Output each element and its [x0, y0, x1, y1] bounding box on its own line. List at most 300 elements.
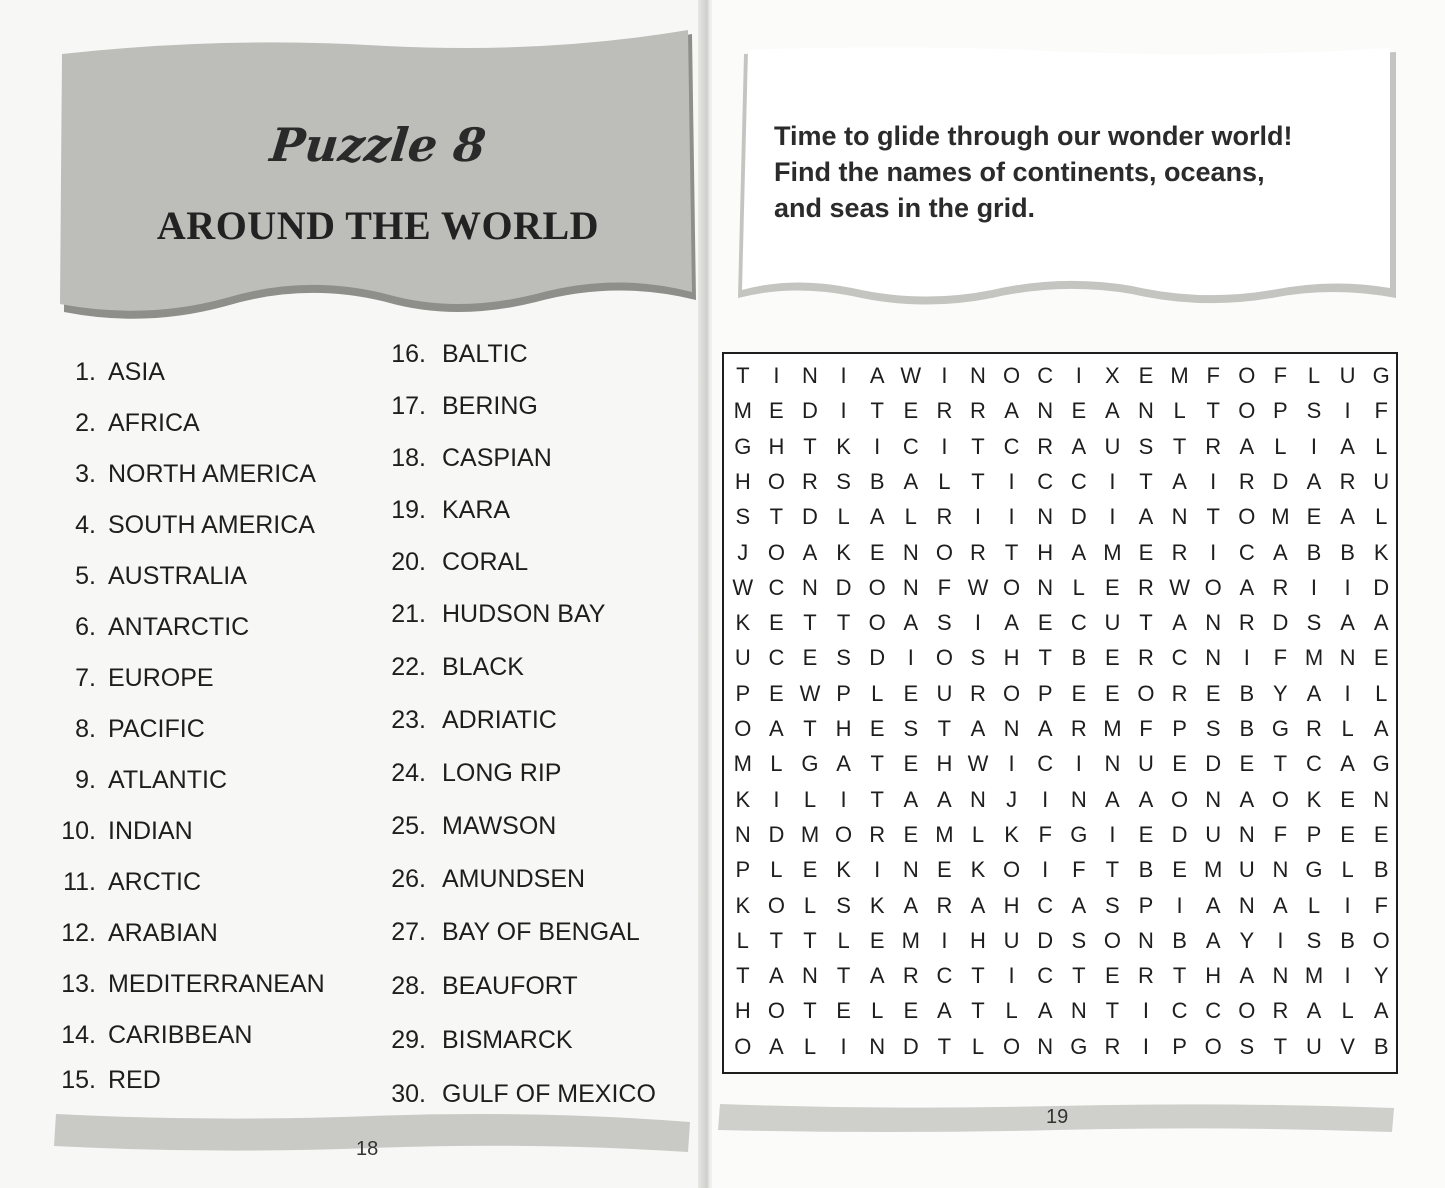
grid-letter: S — [1105, 892, 1120, 918]
word-number: 7. — [75, 664, 96, 692]
grid-letter: T — [937, 716, 952, 741]
grid-letter: T — [1172, 963, 1187, 989]
grid-letter: I — [1008, 504, 1015, 530]
grid-letter: A — [1172, 610, 1187, 636]
grid-letter: T — [1172, 433, 1187, 459]
grid-letter: H — [734, 998, 751, 1024]
word-label: ANTARCTIC — [108, 613, 250, 641]
grid-letter: K — [735, 892, 751, 918]
grid-letter: O — [1372, 927, 1390, 953]
grid-letter: C — [1070, 610, 1087, 636]
grid-row — [724, 676, 1400, 712]
grid-letter: R — [936, 398, 953, 424]
grid-letter: S — [735, 504, 751, 530]
word-number: 26. — [391, 865, 426, 893]
puzzle-title: AROUND THE WORLD — [156, 203, 600, 248]
list-item — [54, 358, 165, 387]
grid-letter: O — [1204, 574, 1222, 600]
grid-letter: C — [1037, 751, 1054, 777]
grid-letter: E — [1138, 821, 1154, 847]
grid-letter: O — [1271, 786, 1289, 812]
grid-letter: P — [1273, 398, 1288, 424]
grid-letter: E — [1172, 857, 1187, 883]
word-number: 5. — [75, 562, 96, 590]
grid-letter: T — [1038, 645, 1052, 671]
grid-letter: N — [1238, 892, 1255, 918]
word-label: AFRICA — [108, 409, 200, 437]
grid-letter: H — [1003, 645, 1020, 671]
grid-letter: F — [1072, 857, 1086, 883]
grid-letter: O — [767, 998, 785, 1024]
grid-letter: A — [1373, 610, 1389, 636]
grid-letter: N — [1339, 645, 1356, 671]
grid-letter: O — [1137, 680, 1155, 706]
grid-letter: O — [1003, 857, 1021, 883]
grid-letter: T — [769, 927, 784, 953]
grid-letter: R — [1037, 433, 1054, 459]
grid-letter: T — [769, 504, 784, 530]
word-label: KARA — [442, 496, 511, 524]
grid-letter: M — [1271, 504, 1290, 530]
word-label: AUSTRALIA — [108, 562, 247, 590]
grid-letter: L — [1173, 398, 1186, 424]
grid-letter: E — [1037, 610, 1053, 636]
grid-row — [724, 358, 1400, 394]
grid-letter: L — [1375, 433, 1388, 459]
grid-letter: I — [1075, 751, 1082, 777]
intro-banner — [732, 46, 1400, 311]
grid-letter: L — [770, 751, 783, 777]
grid-letter: M — [1304, 963, 1324, 989]
list-item — [384, 918, 640, 947]
grid-letter: A — [1071, 539, 1087, 565]
grid-letter: S — [1239, 1033, 1255, 1059]
grid-letter: E — [903, 398, 919, 424]
grid-letter: H — [835, 716, 852, 741]
grid-letter: R — [1238, 468, 1255, 494]
grid-letter: A — [1037, 716, 1053, 741]
grid-letter: I — [874, 857, 881, 883]
word-label: SOUTH AMERICA — [108, 511, 315, 539]
grid-letter: I — [1176, 892, 1183, 918]
grid-letter: U — [1373, 468, 1390, 494]
grid-letter: G — [1070, 1033, 1088, 1059]
grid-letter: E — [1105, 680, 1120, 706]
grid-letter: L — [1307, 892, 1321, 918]
grid-letter: E — [1373, 645, 1389, 671]
word-label: ARABIAN — [108, 919, 218, 947]
grid-letter: S — [1071, 927, 1087, 953]
word-label: GULF OF MEXICO — [442, 1080, 656, 1108]
grid-letter: L — [1341, 857, 1354, 883]
grid-letter: N — [902, 574, 919, 600]
grid-letter: J — [737, 539, 749, 565]
grid-letter: I — [1344, 398, 1351, 424]
word-number: 24. — [391, 759, 426, 787]
grid-letter: G — [734, 433, 752, 459]
grid-letter: I — [1142, 1033, 1150, 1059]
list-item — [54, 1066, 161, 1095]
grid-letter: B — [1138, 857, 1154, 883]
grid-letter: N — [902, 539, 919, 565]
grid-letter: C — [768, 645, 785, 671]
grid-letter: N — [1138, 927, 1154, 953]
word-label: PACIFIC — [108, 715, 205, 743]
grid-letter: B — [1373, 857, 1389, 883]
grid-letter: N — [1373, 786, 1390, 812]
grid-row — [724, 852, 1400, 888]
grid-letter: T — [1273, 751, 1288, 777]
word-number: 8. — [75, 715, 96, 743]
grid-letter: M — [733, 398, 752, 424]
grid-letter: M — [800, 821, 820, 847]
grid-letter: N — [1205, 645, 1222, 671]
grid-letter: M — [1204, 857, 1223, 883]
grid-letter: A — [1340, 751, 1355, 777]
grid-letter: E — [1105, 645, 1120, 671]
grid-letter: G — [1305, 857, 1323, 883]
grid-letter: O — [1003, 574, 1021, 600]
grid-letter: O — [767, 539, 785, 565]
grid-letter: I — [1042, 857, 1049, 883]
grid-letter: I — [907, 645, 914, 671]
list-item — [384, 340, 528, 369]
grid-letter: M — [901, 927, 920, 953]
grid-letter: I — [840, 1033, 847, 1059]
grid-letter: D — [902, 1033, 919, 1059]
grid-letter: R — [1306, 716, 1322, 741]
grid-letter: I — [1310, 433, 1318, 459]
grid-letter: C — [768, 574, 785, 600]
grid-letter: K — [735, 610, 751, 636]
grid-letter: N — [1238, 821, 1255, 847]
grid-letter: H — [734, 468, 751, 494]
grid-letter: N — [1070, 786, 1087, 812]
word-number: 11. — [63, 868, 96, 896]
grid-letter: L — [1307, 363, 1321, 388]
grid-letter: H — [1205, 963, 1222, 989]
word-number: 18. — [391, 444, 426, 472]
word-number: 30. — [391, 1080, 426, 1108]
grid-letter: T — [803, 716, 817, 741]
grid-letter: D — [802, 504, 818, 530]
grid-letter: N — [1272, 963, 1289, 989]
grid-letter: B — [1239, 680, 1255, 706]
grid-letter: U — [1138, 751, 1154, 777]
grid-letter: M — [1170, 363, 1189, 388]
grid-letter: R — [1272, 574, 1289, 600]
title-banner-shape — [56, 30, 700, 325]
grid-letter: L — [1375, 504, 1388, 530]
grid-letter: W — [967, 574, 989, 600]
grid-letter: E — [1138, 539, 1154, 565]
grid-letter: A — [1306, 998, 1322, 1024]
grid-letter: O — [1238, 998, 1256, 1024]
grid-letter: G — [1372, 751, 1390, 777]
grid-letter: A — [1037, 998, 1053, 1024]
grid-row — [724, 817, 1400, 853]
word-number: 27. — [391, 918, 426, 946]
grid-letter: E — [869, 716, 885, 741]
grid-letter: I — [941, 927, 948, 953]
grid-letter: U — [734, 645, 751, 671]
grid-letter: D — [768, 821, 785, 847]
grid-letter: F — [1139, 716, 1153, 741]
grid-letter: F — [937, 574, 952, 600]
grid-letter: I — [1109, 821, 1116, 847]
grid-letter: N — [802, 963, 818, 989]
grid-letter: K — [735, 786, 751, 812]
grid-letter: K — [970, 857, 986, 883]
grid-letter: A — [1373, 716, 1389, 741]
grid-letter: E — [1105, 963, 1120, 989]
list-item — [384, 1080, 656, 1109]
word-number: 2. — [75, 409, 96, 437]
grid-letter: I — [1344, 574, 1351, 600]
grid-letter: A — [1071, 433, 1087, 459]
grid-letter: O — [1003, 363, 1021, 388]
grid-letter: I — [1344, 892, 1351, 918]
grid-letter: A — [1138, 786, 1154, 812]
grid-letter: I — [1344, 680, 1351, 706]
list-item — [54, 868, 201, 897]
grid-letter: D — [1171, 821, 1188, 847]
grid-letter: A — [836, 751, 851, 777]
grid-letter: A — [970, 892, 986, 918]
grid-letter: E — [1071, 680, 1087, 706]
grid-letter: I — [773, 786, 780, 812]
grid-letter: H — [936, 751, 953, 777]
grid-letter: P — [1306, 821, 1322, 847]
grid-letter: W — [900, 363, 922, 388]
grid-letter: L — [1341, 716, 1354, 741]
list-item — [54, 613, 249, 642]
grid-letter: H — [970, 927, 986, 953]
word-label: CORAL — [442, 548, 529, 576]
word-number: 4. — [75, 511, 96, 539]
grid-letter: O — [1238, 504, 1256, 530]
grid-letter: D — [869, 645, 886, 671]
word-number: 9. — [75, 766, 96, 794]
grid-letter: A — [1273, 892, 1288, 918]
grid-letter: T — [836, 963, 851, 989]
grid-letter: P — [735, 680, 751, 706]
grid-letter: P — [836, 680, 851, 706]
grid-letter: K — [1306, 786, 1322, 812]
grid-letter: O — [767, 468, 785, 494]
list-item — [54, 817, 193, 846]
grid-letter: A — [1205, 927, 1221, 953]
grid-letter: E — [903, 998, 919, 1024]
grid-letter: A — [1205, 892, 1221, 918]
grid-letter: M — [935, 821, 954, 847]
grid-letter: S — [836, 468, 851, 494]
grid-letter: A — [1239, 574, 1255, 600]
grid-row — [724, 464, 1400, 500]
grid-letter: R — [902, 963, 919, 989]
grid-letter: C — [1037, 363, 1054, 388]
grid-letter: T — [803, 998, 817, 1024]
grid-letter: E — [1373, 821, 1389, 847]
grid-row — [724, 393, 1400, 429]
grid-letter: E — [1239, 751, 1255, 777]
grid-letter: E — [869, 927, 885, 953]
grid-letter: P — [1138, 892, 1154, 918]
word-label: BEAUFORT — [442, 972, 578, 1000]
grid-letter: N — [1205, 786, 1222, 812]
grid-letter: A — [769, 963, 784, 989]
grid-letter: L — [837, 504, 850, 530]
grid-letter: O — [1238, 363, 1256, 388]
grid-letter: A — [1239, 433, 1255, 459]
left-page-number: 18 — [356, 1138, 379, 1160]
word-number: 12. — [61, 919, 96, 947]
grid-row — [724, 570, 1400, 606]
grid-row — [724, 640, 1400, 676]
grid-letter: F — [1273, 363, 1288, 388]
grid-letter: R — [936, 892, 953, 918]
grid-letter: P — [1172, 1033, 1187, 1059]
grid-letter: O — [734, 716, 752, 741]
grid-letter: U — [936, 680, 953, 706]
grid-letter: N — [1037, 574, 1054, 600]
grid-letter: O — [1171, 786, 1189, 812]
grid-letter: C — [1238, 539, 1255, 565]
grid-letter: K — [869, 892, 885, 918]
grid-letter: T — [870, 786, 884, 812]
grid-letter: E — [769, 680, 784, 706]
word-label: INDIAN — [108, 817, 193, 845]
grid-letter: U — [1205, 821, 1222, 847]
grid-letter: I — [1310, 574, 1318, 600]
grid-letter: A — [1004, 398, 1019, 424]
grid-letter: M — [1103, 716, 1122, 741]
word-number: 21. — [391, 600, 426, 628]
grid-letter: G — [801, 751, 819, 777]
grid-letter: W — [799, 680, 821, 706]
grid-letter: L — [803, 786, 817, 812]
grid-letter: E — [836, 998, 851, 1024]
grid-letter: O — [935, 539, 953, 565]
grid-letter: Y — [1373, 963, 1389, 989]
grid-letter: U — [1306, 1033, 1322, 1059]
grid-letter: B — [1306, 539, 1322, 565]
word-label: RED — [108, 1066, 161, 1094]
grid-letter: O — [1238, 398, 1256, 424]
grid-letter: R — [970, 680, 986, 706]
grid-letter: E — [1340, 821, 1355, 847]
grid-letter: L — [1341, 998, 1354, 1024]
grid-letter: E — [903, 821, 919, 847]
grid-letter: M — [1304, 645, 1324, 671]
word-number: 10. — [61, 817, 96, 845]
word-number: 20. — [391, 548, 426, 576]
grid-letter: E — [1105, 574, 1120, 600]
grid-letter: T — [937, 1033, 952, 1059]
grid-letter: L — [837, 927, 850, 953]
grid-letter: Y — [1239, 927, 1255, 953]
grid-letter: A — [1105, 786, 1120, 812]
grid-letter: A — [802, 539, 818, 565]
grid-letter: U — [1003, 927, 1020, 953]
grid-letter: R — [1205, 433, 1222, 459]
grid-letter: O — [835, 821, 853, 847]
grid-letter: S — [1306, 927, 1322, 953]
puzzle-number: Puzzle 8 — [267, 118, 489, 172]
word-label: BALTIC — [442, 340, 528, 368]
grid-letter: C — [1003, 433, 1020, 459]
grid-letter: T — [1004, 539, 1019, 565]
grid-letter: L — [938, 468, 951, 494]
grid-letter: N — [1037, 504, 1054, 530]
grid-letter: B — [1172, 927, 1187, 953]
grid-letter: B — [1340, 539, 1355, 565]
grid-letter: F — [1374, 892, 1388, 918]
grid-letter: I — [1243, 645, 1250, 671]
grid-letter: R — [1138, 963, 1154, 989]
grid-letter: V — [1340, 1033, 1355, 1059]
list-item — [384, 865, 585, 894]
grid-letter: K — [836, 539, 851, 565]
grid-letter: I — [773, 363, 780, 388]
grid-letter: I — [974, 610, 982, 636]
grid-letter: T — [971, 468, 985, 494]
grid-letter: I — [941, 433, 948, 459]
grid-letter: N — [1037, 1033, 1054, 1059]
grid-letter: N — [902, 857, 919, 883]
grid-letter: L — [971, 1033, 985, 1059]
grid-letter: E — [1172, 751, 1187, 777]
grid-row — [724, 923, 1400, 959]
grid-letter: N — [802, 574, 818, 600]
grid-letter: R — [970, 398, 986, 424]
grid-letter: A — [1340, 433, 1355, 459]
grid-letter: E — [769, 398, 784, 424]
list-item — [54, 511, 315, 540]
grid-letter: D — [802, 398, 818, 424]
grid-letter: L — [1005, 998, 1018, 1024]
grid-letter: L — [904, 504, 917, 530]
grid-row — [724, 711, 1400, 747]
grid-letter: T — [836, 610, 851, 636]
grid-letter: O — [1003, 680, 1021, 706]
grid-letter: A — [1373, 998, 1389, 1024]
grid-letter: W — [967, 751, 989, 777]
intro-line: and seas in the grid. — [774, 193, 1036, 223]
grid-letter: T — [1105, 857, 1120, 883]
grid-letter: I — [1210, 539, 1217, 565]
grid-letter: N — [1205, 610, 1222, 636]
grid-letter: R — [1272, 998, 1289, 1024]
grid-letter: A — [769, 716, 784, 741]
word-label: CASPIAN — [442, 444, 552, 472]
grid-letter: I — [941, 363, 948, 388]
grid-letter: E — [1306, 504, 1322, 530]
grid-letter: I — [1142, 998, 1150, 1024]
word-number: 28. — [391, 972, 426, 1000]
grid-letter: C — [1171, 998, 1188, 1024]
word-label: ADRIATIC — [442, 706, 557, 734]
grid-letter: C — [1306, 751, 1322, 777]
grid-letter: T — [803, 927, 817, 953]
grid-letter: E — [1205, 680, 1221, 706]
grid-letter: S — [903, 716, 919, 741]
list-item — [54, 460, 316, 489]
word-number: 22. — [391, 653, 426, 681]
word-label: BERING — [442, 392, 538, 420]
grid-letter: E — [937, 857, 952, 883]
grid-letter: G — [1372, 363, 1390, 388]
